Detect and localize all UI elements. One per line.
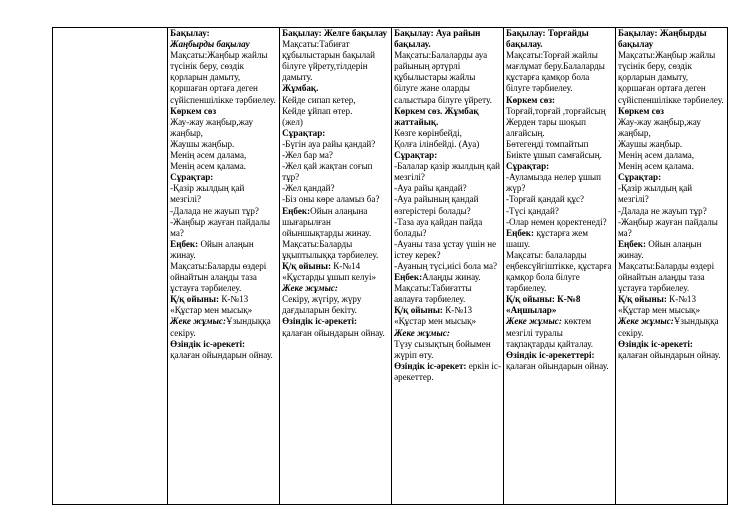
text-line: Өзіндік іс-әрекеттері: қалаған ойындарын ойнау. [506, 349, 609, 371]
text-line: Еңбек: Ойын алаңын жинау. [170, 238, 254, 260]
text-line: Өзіндік іс-әрекеті: [282, 316, 358, 327]
day-column-5 [615, 28, 727, 505]
plan-table [52, 27, 728, 505]
text-line: Мақсаты:Баларды ұқыптылыққа тәрбиелеу. [282, 238, 379, 260]
text-line: -Ауаның түсі,иісі бола ма? [394, 260, 498, 271]
text-line: Мақсаты:Балаларды ауа райының әртүрлі құбылыстары жайлы білуге және оларды салыстыра білуге үйрету. [394, 50, 492, 105]
text-line: -Ауламызда нелер ұшып жүр? [506, 172, 601, 194]
text-line: Еңбек:Алаңды жинау. [394, 272, 481, 283]
text-line: -Таза ауа қайдан пайда болады? [394, 216, 483, 238]
text-line: -Балалар қазір жылдың қай мезгілі? [394, 161, 500, 183]
text-line: Көркем сөз. Жұмбақ жаттайық. [394, 105, 479, 127]
column-text [618, 28, 725, 361]
text-line: Жеке жұмыс:Ұзындыққа секіру. [617, 316, 719, 338]
text-line: Еңбек: Ойын алаңын жинау. [617, 238, 702, 260]
text-line: -Жел бар ма? [282, 150, 333, 161]
text-line: Сұрақтар: [617, 172, 662, 183]
text-line: Мақсаты:Торғай жайлы мағлұмат беру.Балаларды құстарға қамқор бола білуге тәрбиелеу. [506, 50, 605, 94]
day-column-2 [280, 28, 392, 505]
text-line: Еңбек:Ойын алаңына шығарылған ойыншықтарды жинау. [282, 205, 372, 238]
text-line: Сұрақтар: [394, 150, 438, 161]
text-line: Жеке жұмыс: [394, 327, 450, 338]
text-line: Мақсаты:Баларды өздері ойнайтын алаңды таза ұстауға тәрбиелеу. [617, 260, 715, 294]
text-line: (жел) [282, 116, 303, 127]
text-line: Мақсаты:Баларды өздері ойнайтын алаңды таза ұстауға тәрбиелеу. [170, 260, 267, 294]
text-line: Жау-жау жаңбыр,жау жаңбыр, [617, 116, 701, 138]
text-line: Жау-жау жаңбыр,жау жаңбыр, [170, 116, 254, 138]
column-text [394, 28, 501, 383]
text-line: Жаушы жаңбыр. [170, 138, 235, 149]
text-line: Кейде ұйпап өтер. [282, 105, 353, 116]
text-line: Менің әсем қалама. [617, 161, 694, 172]
column-text [506, 28, 613, 372]
text-line: Жұмбақ. [282, 83, 319, 94]
text-line: Бақылау: [170, 28, 210, 38]
day-column-4 [504, 28, 616, 505]
text-line: Бақылау: Торғайды бақылау. [506, 28, 589, 50]
text-line: -Торғай қандай құс? [506, 194, 585, 205]
text-line: Көркем сөз [170, 105, 217, 116]
text-line: Өзіндік іс-әрекет: еркін іс-әрекеттер. [394, 360, 502, 382]
text-line: Мақсаты:Жаңбыр жайлы түсінік беру, сөздік қорларын дамыту, қоршаған ортаға деген сүйіспеншілікке тәрбиелеу. [617, 50, 724, 105]
day-column-1 [168, 28, 280, 505]
text-line: Мақсаты:Жаңбыр жайлы түсінік беру, сөздік қорларын дамыту, қоршаған ортаға деген сүйіспеншілікке тәрбиелеу. [170, 50, 276, 105]
text-line: қалаған ойындарын ойнау. [617, 349, 721, 360]
text-line: Қ/қ ойыны: К-№8 «Аңшылар» [506, 294, 581, 316]
text-line: Көркем сөз: [506, 94, 555, 105]
text-line: Жерден тары шоқып алғайсың. [506, 116, 586, 138]
text-line: -Қазір жылдың қай мезгілі? [170, 183, 245, 205]
text-line: Бақылау: Жаңбырды бақылау [617, 28, 707, 50]
text-line: қалаған ойындарын ойнау. [170, 349, 273, 360]
text-line: -Бүгін ауа райы қандай? [282, 138, 376, 149]
text-line: Еңбек: құстарға жем шашу. [506, 227, 588, 249]
column-text [170, 28, 277, 361]
text-line: Бақылау: Желге бақылау [282, 28, 388, 38]
text-line: Менің әсем далама, [617, 150, 695, 161]
text-line: Көркем сөз [617, 105, 664, 116]
text-line: Мақсаты:Табиғатты аялауға тәрбиелеу. [394, 283, 472, 305]
text-line: Бақылау: Ауа райын бақылау. [394, 28, 481, 50]
row-header-cell [53, 28, 168, 505]
day-column-3 [392, 28, 504, 505]
text-line: Қ/қ ойыны: К-№13 «Құстар мен мысық» [617, 294, 701, 316]
text-line: Мақсаты: балаларды еңбексүйгіштікке, құстарға қамқор бола білуге тәрбиелеу. [506, 249, 612, 294]
text-line: -Олар немен қоректенеді? [506, 216, 607, 227]
text-line: -Ауаны таза ұстау үшін не істеу керек? [394, 238, 497, 260]
text-line: -Біз оны көре аламыз ба? [282, 194, 380, 205]
text-line: -Жаңбыр жауған пайдалы ма? [170, 216, 271, 238]
column-text [282, 28, 389, 339]
text-line: Қ/қ ойыны: К-№13 «Құстар мен мысық» [170, 294, 253, 316]
text-line: Түзу сызықтың бойымен жүріп өту. [394, 338, 491, 360]
text-line: Жаңбырды бақылау [170, 39, 250, 50]
table-row [53, 28, 728, 505]
text-line: -Жел қандай? [282, 183, 335, 194]
text-line: -Ауа райының қандай өзгерістері болады? [394, 194, 479, 216]
text-line: Секіру, жүгіру, жүру дағдыларын бекіту. [282, 294, 362, 316]
text-line: Қ/қ ойыны: К-№14 «Құстарды ұшып келуі» [282, 260, 377, 283]
text-line: Қ/қ ойыны: К-№13 «Құстар мен мысық» [394, 305, 477, 327]
text-line: -Ауа райы қандай? [394, 183, 467, 194]
text-line: -Жел қай жақтан соғып тұр? [282, 161, 373, 183]
text-line: Торғай,торғай ,торғайсың [506, 105, 606, 116]
text-line: Сұрақтар: [282, 127, 326, 138]
text-line: Биікте ұшып самғайсың. [506, 150, 602, 161]
text-line: -Қазір жылдың қай мезгілі? [617, 183, 693, 205]
text-line: -Жаңбыр жауған пайдалы ма? [617, 216, 718, 238]
text-line: Мақсаты:Табиғат құбылыстарын бақылай білуге үйрету,тілдерін дамыту. [282, 39, 376, 83]
text-line: -Түсі қандай? [506, 205, 559, 216]
text-line: қалаған ойындарын ойнау. [282, 327, 385, 338]
text-line: Кейде сипап кетер, [282, 94, 356, 105]
text-line: Қолға ілінбейді. (Ауа) [394, 138, 480, 149]
text-line: Жеке жұмыс: көктем мезгілі туралы тақпақтарды қайталау. [506, 316, 593, 349]
text-line: -Далада не жауып тұр? [170, 205, 259, 216]
text-line: -Далада не жауып тұр? [617, 205, 707, 216]
text-line: Өзіндік іс-әрекеті: [170, 338, 246, 349]
text-line: Сұрақтар: [170, 172, 214, 183]
text-line: Жеке жұмыс:Ұзындыққа секіру. [170, 316, 271, 338]
text-line: Менің әсем қалама. [170, 161, 247, 172]
text-line: Сұрақтар: [506, 161, 550, 172]
text-line: Көзге көрінбейді, [394, 127, 462, 138]
text-line: Жеке жұмыс: [282, 283, 338, 294]
text-line: Менің әсем далама, [170, 150, 247, 161]
text-line: Жаушы жаңбыр. [617, 138, 683, 149]
text-line: Өзіндік іс-әрекеті: [617, 338, 693, 349]
text-line: Бөтегеңді томпайтып [506, 138, 589, 149]
